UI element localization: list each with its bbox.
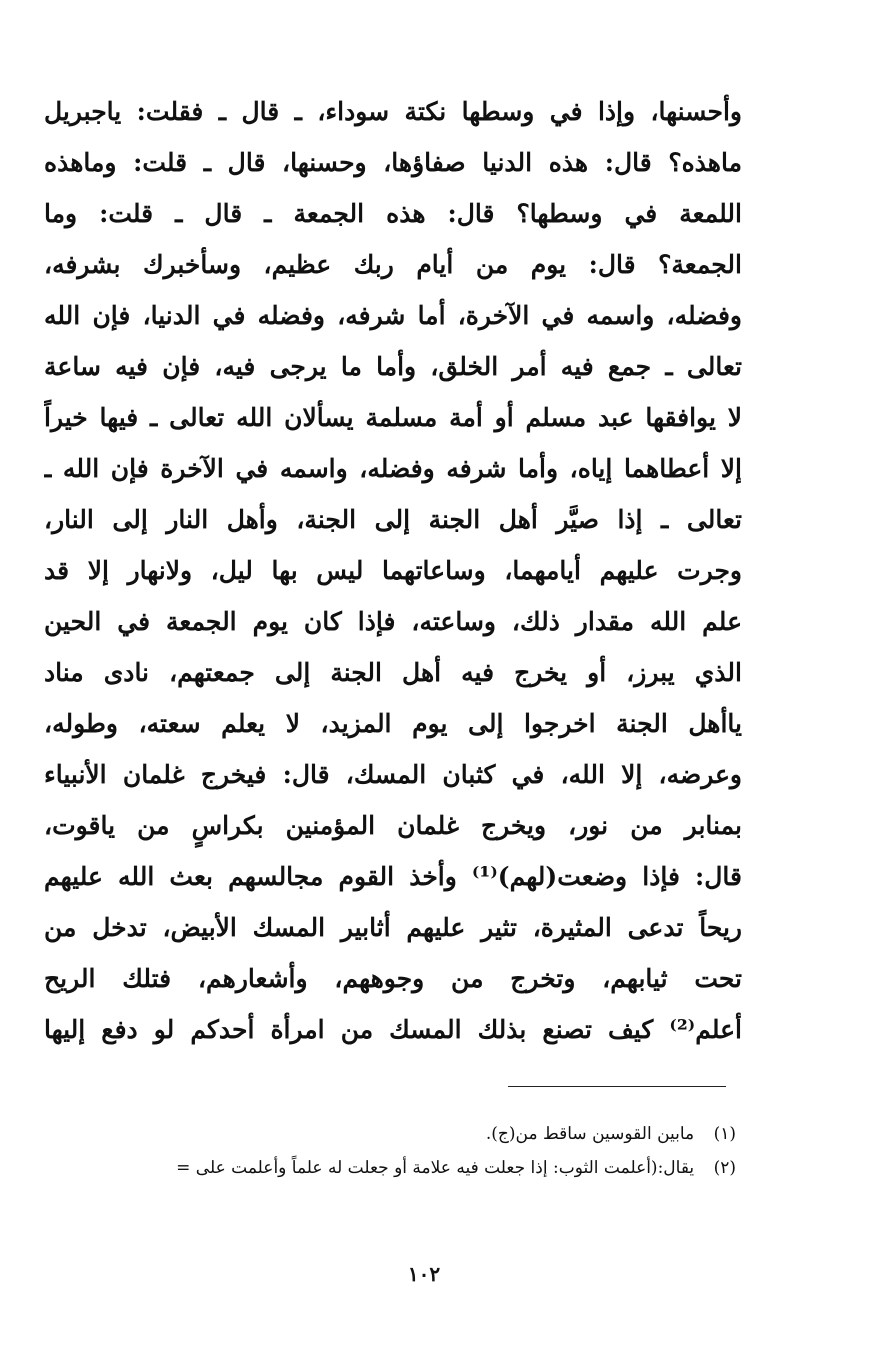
text-line: ياأهل الجنة اخرجوا إلى يوم المزيد، لا يعلم سعته، وطوله،	[44, 709, 742, 738]
text-line: تعالى ـ جمع فيه أمر الخلق، وأما ما يرجى فيه، فإن فيه ساعة	[44, 352, 742, 381]
body-text	[44, 86, 742, 1055]
text-line: ريحاً تدعى المثيرة، تثير عليهم أثابير المسك الأبيض، تدخل من	[44, 913, 742, 942]
footnote-number: (١)	[713, 1124, 736, 1144]
text-line: تحت ثيابهم، وتخرج من وجوههم، وأشعارهم، فتلك الريح	[44, 964, 742, 993]
text-line: وفضله، واسمه في الآخرة، أما شرفه، وفضله في الدنيا، فإن الله	[44, 301, 742, 330]
text-line: إلا أعطاهما إياه، وأما شرفه وفضله، واسمه في الآخرة فإن الله ـ	[44, 454, 742, 483]
footnote-text: مابين القوسين ساقط من(ج).	[485, 1124, 695, 1144]
text-line: وعرضه، إلا الله، في كثبان المسك، قال: فيخرج غلمان الأنبياء	[44, 760, 742, 789]
text-line: وأحسنها، وإذا في وسطها نكتة سوداء، ـ قال ـ فقلت: ياجبريل	[44, 97, 742, 126]
text-line: تعالى ـ إذا صيَّر أهل الجنة إلى الجنة، وأهل النار إلى النار،	[44, 505, 742, 534]
text-line: وجرت عليهم أيامهما، وساعاتهما ليس بها ليل، ولانهار إلا قد	[44, 556, 742, 585]
text-line: لا يوافقها عبد مسلم أو أمة مسلمة يسألان الله تعالى ـ فيها خيراً	[44, 403, 742, 432]
text-line: الذي يبرز، أو يخرج فيه أهل الجنة إلى جمعتهم، نادى مناد	[44, 658, 742, 687]
footnote-number: (٢)	[713, 1158, 736, 1178]
text-line: الجمعة؟ قال: يوم من أيام ربك عظيم، وسأخبرك بشرفه،	[44, 250, 742, 279]
footnote-2	[44, 1151, 736, 1185]
text-line: بمنابر من نور، ويخرج غلمان المؤمنين بكراسٍ من ياقوت،	[44, 811, 742, 840]
footnote-1	[44, 1117, 736, 1151]
footnote-text: يقال:(أعلمت الثوب: إذا جعلت فيه علامة أو جعلت له علماً وأعلمت على =	[176, 1158, 695, 1178]
footnotes	[44, 1117, 736, 1185]
text-line: ماهذه؟ قال: هذه الدنيا صفاؤها، وحسنها، قال ـ قلت: وماهذه	[44, 148, 742, 177]
text-line: علم الله مقدار ذلك، وساعته، فإذا كان يوم الجمعة في الحين	[44, 607, 742, 636]
text-line: اللمعة في وسطها؟ قال: هذه الجمعة ـ قال ـ قلت: وما	[44, 199, 742, 228]
footnote-divider	[508, 1086, 726, 1087]
text-line: أعلم⁽²⁾ كيف تصنع بذلك المسك من امرأة أحدكم لو دفع إليها	[44, 1015, 742, 1044]
page-number: ١٠٢	[407, 1262, 441, 1286]
text-line: قال: فإذا وضعت(لهم)⁽¹⁾ وأخذ القوم مجالسهم بعث الله عليهم	[44, 862, 742, 891]
